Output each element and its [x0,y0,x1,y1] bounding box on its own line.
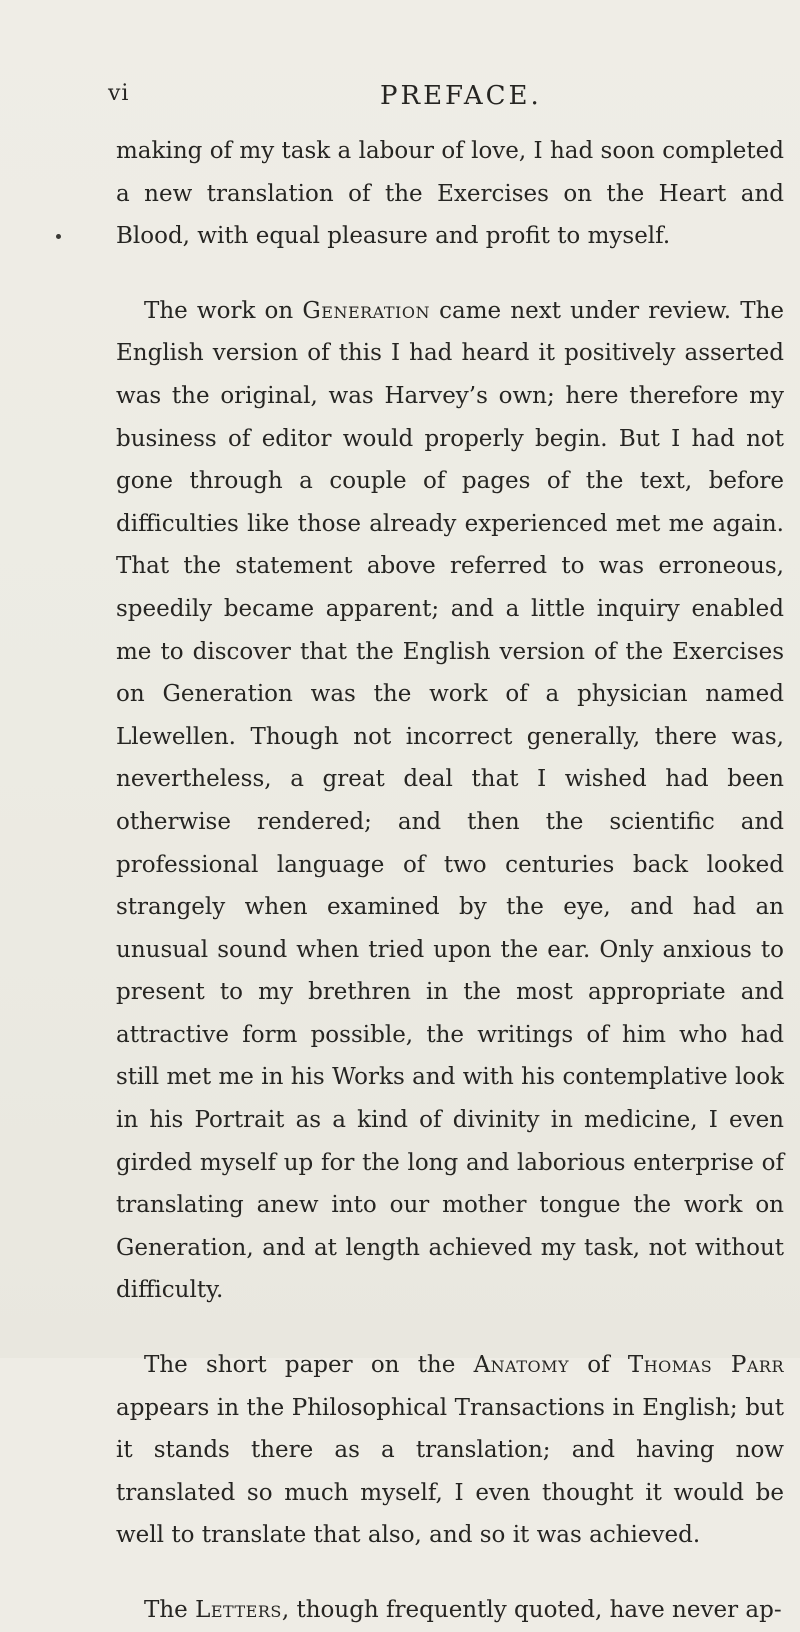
margin-ink-mark [56,234,61,239]
paragraph [116,1344,784,1557]
text-run: appears in the Philosophical Transactions in English; but it stands there as a translation; and having now translated so much myself, I even thought it would be well to translate that also, and so it was achieved. [116,1394,784,1549]
body-text [116,130,784,1632]
small-caps-term: Anatomy [473,1352,570,1379]
page-header [108,81,788,121]
running-title: PREFACE. [380,81,542,111]
paragraph [116,1589,784,1632]
text-run: making of my task a labour of love, I had soon completed a new translation of the Exercises on the Heart and Blood, with equal pleasure and profit to myself. [116,138,784,250]
text-run: The [144,1597,196,1623]
small-caps-term: Generation [302,297,430,324]
paragraph [116,130,784,258]
small-caps-term: Letters [195,1597,282,1623]
text-run: The work on [144,297,303,324]
text-run: The short paper on the [144,1352,474,1379]
text-run: , though frequently quoted, have never ap- [281,1597,782,1623]
paragraph [116,290,784,1312]
text-run: came next under review. The English version of this I had heard it positively asserted was the original, was Harvey’s own; here therefore my business of editor would properly begin. But I had not gone through a couple of pages of the text, before difficulties like those already experienced met me again. That the statement above referred to was erroneous, speedily became apparent; and a little inquiry enabled me to discover that the English version of the Exercises on Generation was the work of a physician named Llewellen. Though not incorrect generally, there was, nevertheless, a great deal that I wished had been otherwise rendered; and then the scientific and professional language of two centuries back looked strangely when examined by the eye, and had an unusual sound when tried upon the ear. Only anxious to present to my brethren in the most appropriate and attractive form possible, the writings of him who had still met me in his Works and with his contemplative look in his Portrait as a kind of divinity in medicine, I even girded myself up for the long and laborious enterprise of translating anew into our mother tongue the work on Generation, and at length achieved my task, not without difficulty. [116,297,785,1304]
page-number: vi [108,81,130,106]
text-run: of [569,1352,628,1379]
small-caps-term: Thomas Parr [627,1352,784,1379]
